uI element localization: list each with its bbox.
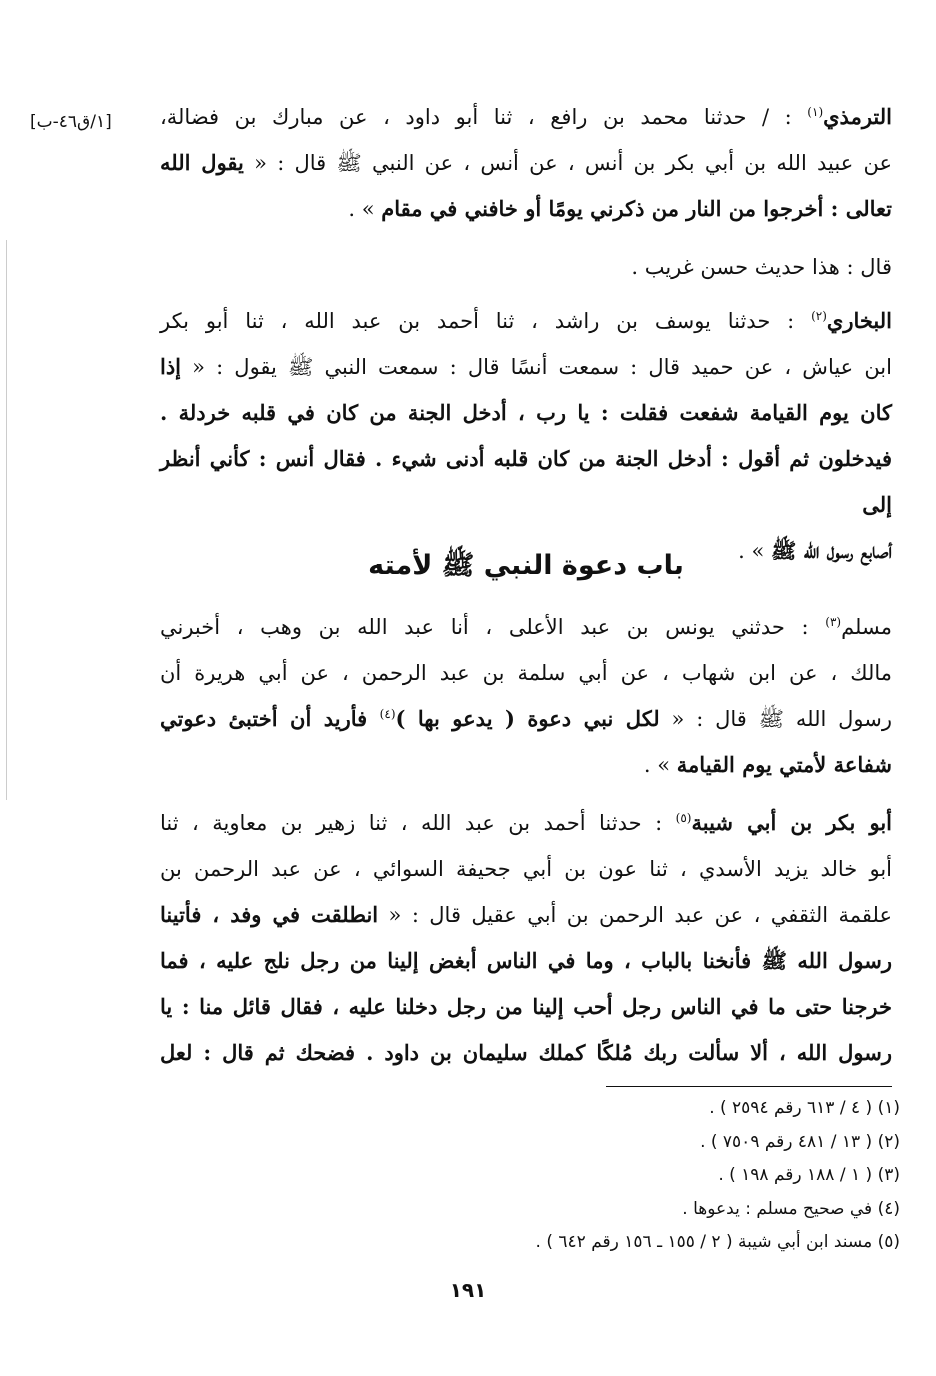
hadith-muslim-paragraph (160, 604, 892, 788)
text-line (160, 892, 892, 938)
footnote-marker: (١) (807, 105, 824, 119)
isnad-text: عن عبيد الله بن أبي بكر بن أنس ، عن أنس ، عن النبي ﷺ قال : « (243, 151, 892, 175)
footnote-marker: (٣) (825, 615, 842, 629)
footnote: (٥) مسند ابن أبي شيبة ( ٢ / ١٥٥ ـ ١٥٦ رقم ٦٤٢ ) . (535, 1232, 900, 1252)
isnad-text: أبو خالد يزيد الأسدي ، ثنا عون بن أبي جحيفة السوائي ، عن عبد الرحمن بن (160, 857, 892, 881)
text-line (160, 1030, 892, 1076)
matn-text: شفاعة لأمتي يوم القيامة (676, 752, 892, 777)
text-line (160, 696, 892, 742)
chapter-heading: باب دعوة النبي ﷺ لأمته (368, 550, 684, 581)
isnad-text: : حدثني يونس بن عبد الأعلى ، أنا عبد الله بن وهب ، أخبرني (160, 615, 826, 639)
matn-text: لكل نبي دعوة ( يدعو بها ) (395, 706, 660, 731)
text-line (160, 344, 892, 390)
isnad-text: : / حدثنا محمد بن رافع ، ثنا أبو داود ، عن مبارك بن فضالة، (160, 105, 808, 129)
matn-text: يقول الله (160, 150, 244, 175)
text-line (160, 94, 892, 140)
footnote: (٤) في صحيح مسلم : يدعوها . (682, 1198, 900, 1219)
footnote-marker: (٢) (811, 309, 827, 323)
text-line (160, 938, 892, 984)
hadith-tirmidhi-paragraph (160, 94, 892, 232)
footnote-marker: (٥) (675, 811, 692, 825)
scan-edge-line (6, 240, 7, 800)
manuscript-margin-reference: [١/ق٤٦-ب] (30, 112, 112, 132)
matn-text: خرجنا حتى ما في الناس رجل أحب إلينا من رجل دخلنا عليه ، فقال قائل منا : يا (160, 994, 892, 1019)
isnad-text: علقمة الثقفي ، عن عبد الرحمن بن أبي عقيل قال : « (378, 903, 892, 927)
footnote-marker: (٤) (379, 707, 396, 721)
isnad-text: : حدثنا يوسف بن راشد ، ثنا أحمد بن عبد الله ، ثنا أبو بكر (160, 309, 812, 333)
text-line (160, 436, 892, 528)
text-line (160, 140, 892, 186)
text-line (160, 298, 892, 344)
matn-text: فأريد أن أختبئ دعوتي (160, 706, 380, 731)
source-name: مسلم (841, 615, 892, 639)
text-line (160, 186, 892, 232)
text-line (160, 846, 892, 892)
matn-text: إذا (160, 354, 182, 379)
text-line (160, 650, 892, 696)
footnotes (160, 1092, 900, 1260)
isnad-text: : حدثنا أحمد بن عبد الله ، ثنا زهير بن معاوية ، ثنا (160, 811, 676, 835)
text-line: قال : هذا حديث حسن غريب . (631, 255, 892, 279)
matn-text: أصابع رسول الله ﷺ (771, 538, 892, 563)
matn-text: انطلقت في وفد ، فأتينا (160, 902, 379, 927)
source-name: البخاري (826, 308, 892, 333)
isnad-text: رسول الله ﷺ قال : « (659, 707, 892, 731)
source-name: الترمذي (823, 104, 892, 129)
isnad-text: مالك ، عن ابن شهاب ، عن أبي سلمة بن عبد الرحمن ، عن أبي هريرة أن (160, 661, 892, 685)
matn-text: رسول الله ﷺ فأنخنا بالباب ، وما في الناس أبغض إلينا من رجل نلج عليه ، فما (160, 948, 892, 973)
page-number: ١٩١ (449, 1278, 487, 1302)
grading-paragraph (160, 244, 892, 290)
isnad-text: ابن عياش ، عن حميد قال : سمعت أنسًا قال : سمعت النبي ﷺ يقول : « (181, 355, 892, 379)
text-line (160, 984, 892, 1030)
text-line (160, 390, 892, 436)
closing-quote: » . (348, 197, 382, 221)
hadith-ibn-abi-shaybah-paragraph (160, 800, 892, 1076)
closing-quote: » . (643, 753, 677, 777)
matn-text: تعالى : أخرجوا من النار من ذكرني يومًا أو خافني في مقام (381, 196, 892, 221)
matn-text: رسول الله ، ألا سألت ربك مُلكًا كملك سليمان بن داود . فضحك ثم قال : لعل (160, 1040, 892, 1065)
closing-quote: » . (738, 539, 772, 563)
matn-text: كان يوم القيامة شفعت فقلت : يا رب ، أدخل الجنة من كان في قلبه خردلة . (160, 400, 892, 425)
footnote: (١) ( ٤ / ٦١٣ رقم ٢٥٩٤ ) . (709, 1098, 900, 1118)
footnote-separator (606, 1086, 892, 1087)
text-line (160, 742, 892, 788)
hadith-bukhari-paragraph (160, 298, 892, 574)
source-name: أبو بكر بن أبي شيبة (691, 810, 892, 835)
footnote: (٣) ( ١ / ١٨٨ رقم ١٩٨ ) . (718, 1165, 900, 1185)
matn-text: فيدخلون ثم أقول : أدخل الجنة من كان قلبه أدنى شيء . فقال أنس : كأني أنظر إلى (160, 446, 892, 517)
text-line (160, 604, 892, 650)
text-line (160, 800, 892, 846)
footnote: (٢) ( ١٣ / ٤٨١ رقم ٧٥٠٩ ) . (700, 1131, 900, 1152)
